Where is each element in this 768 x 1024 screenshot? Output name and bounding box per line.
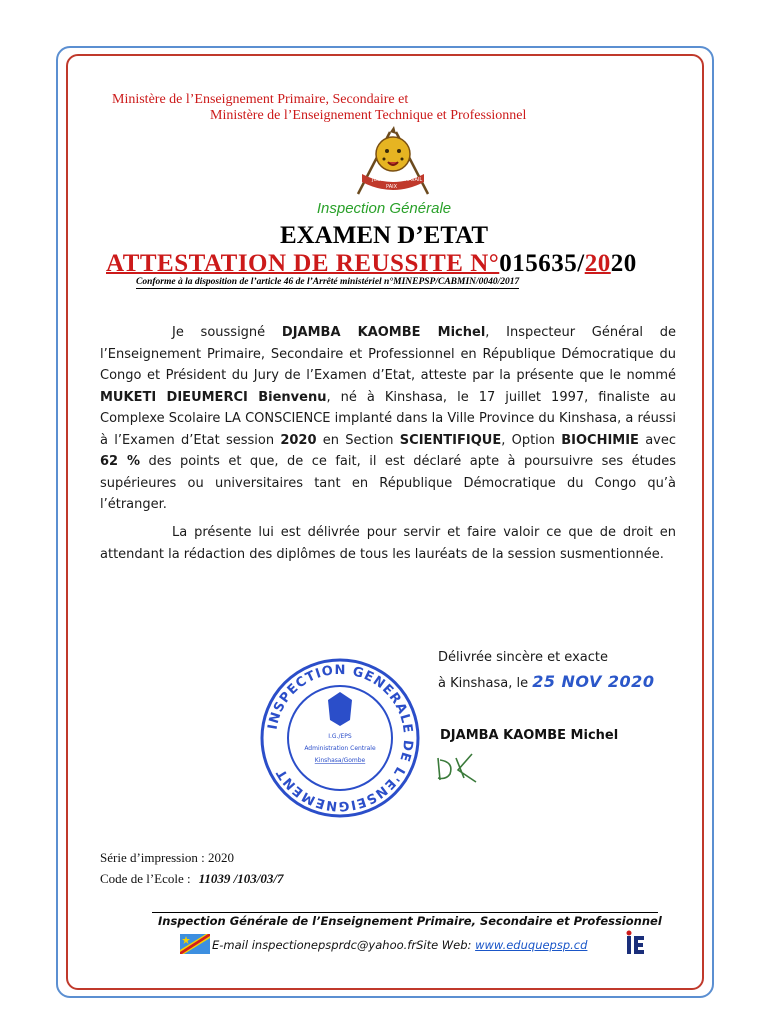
student-name: MUKETI DIEUMERCI Bienvenu	[100, 389, 327, 405]
session-year: 2020	[280, 432, 317, 448]
print-series	[100, 850, 234, 866]
emblem-motto-paix: PAIX	[386, 184, 398, 190]
footer-title: Inspection Générale de l’Enseignement Primaire, Secondaire et Professionnel	[158, 914, 662, 928]
footer-email: E-mail inspectionepsprdc@yahoo.frSite Web:	[212, 938, 476, 952]
p1-text-b: , Inspecteur Général de l’Enseignement Primaire, Secondaire et Professionnel en République Démocratique du Congo et Président du Jury de l’Examen d’Etat, atteste par la présente que le nommé	[100, 325, 676, 383]
p1-text-a: Je soussigné	[172, 325, 282, 340]
attestation-number-year-b: 20	[610, 250, 637, 277]
delivery-date-stamp: 25 NOV 2020	[532, 672, 655, 691]
attestation-title	[106, 250, 637, 278]
attestation-number-year-a: 20	[584, 250, 611, 277]
handwritten-signature-icon	[432, 748, 492, 788]
seal-outer-text: INSPECTION GENERALE DE L'ENSEIGNEMENT	[265, 662, 416, 814]
conforme-note: Conforme à la disposition de l’article 46 de l’Arrêté ministériel n°MINEPSP/CABMIN/0040/2017	[136, 277, 520, 287]
examen-title: EXAMEN D’ETAT	[279, 222, 489, 249]
attestation-paragraph-2: La présente lui est délivrée pour servir et faire valoir ce que de droit en attendant la rédaction des diplômes de tous les lauréats de la session susmentionnée.	[100, 525, 676, 562]
inspection-generale-heading: Inspection Générale	[316, 200, 452, 217]
signer-name: DJAMBA KAOMBE Michel	[440, 728, 619, 743]
footer-divider	[152, 912, 658, 913]
seal-inner-line-3: Kinshasa/Gombe	[314, 757, 366, 764]
p1-text-c: , né à Kinshasa, le 17 juillet 1997, finaliste au Complexe Scolaire LA CONSCIENCE implanté dans la Ville Province du Kinshasa, a réussi à l’Examen d’Etat session	[100, 389, 676, 448]
p1-text-d: en Section	[316, 432, 400, 448]
website-link[interactable]: www.eduquepsp.cd	[475, 938, 588, 952]
code-label: Code de l’Ecole :	[100, 871, 191, 886]
national-emblem-icon	[348, 124, 438, 200]
attestation-paragraph-1	[100, 322, 676, 516]
emblem-motto-travail: TRAVAIL	[402, 177, 423, 183]
school-code	[100, 871, 283, 887]
delivery-line-2	[438, 670, 654, 696]
attestation-label: ATTESTATION DE REUSSITE N°	[106, 250, 500, 277]
ministry-line-2: Ministère de l’Enseignement Technique et Professionnel	[210, 108, 527, 123]
ige-logo-icon	[624, 930, 648, 958]
delivery-place: à Kinshasa, le	[438, 676, 533, 691]
inspector-name: DJAMBA KAOMBE Michel	[281, 325, 486, 340]
seal-inner-line-1: I.G./EPS	[328, 733, 352, 740]
option-name: BIOCHIMIE	[561, 432, 639, 448]
ministry-line-1: Ministère de l’Enseignement Primaire, Secondaire et	[112, 92, 409, 107]
official-seal-stamp-icon	[258, 656, 422, 820]
emblem-motto-justice: JUSTICE	[372, 177, 392, 183]
delivery-line-1: Délivrée sincère et exacte	[438, 650, 608, 665]
delivery-block	[438, 646, 654, 696]
p1-text-e: , Option	[501, 432, 562, 448]
section-name: SCIENTIFIQUE	[399, 432, 502, 448]
p1-text-g: des points et que, de ce fait, il est déclaré apte à poursuivre ses études supérieures ou universitaires tant en République Démocratique du Congo qu’à l’étranger.	[100, 454, 676, 512]
code-value: 11039 /103/03/7	[198, 871, 284, 886]
drc-flag-icon	[180, 934, 210, 954]
attestation-number: 015635/	[499, 250, 585, 277]
serie-label: Série d’impression :	[100, 850, 208, 865]
p1-text-f: avec	[638, 432, 676, 448]
footer-contact	[212, 938, 587, 952]
seal-inner-line-2: Administration Centrale	[304, 745, 376, 752]
serie-value: 2020	[207, 850, 234, 865]
score-percent: 62 %	[100, 454, 140, 469]
